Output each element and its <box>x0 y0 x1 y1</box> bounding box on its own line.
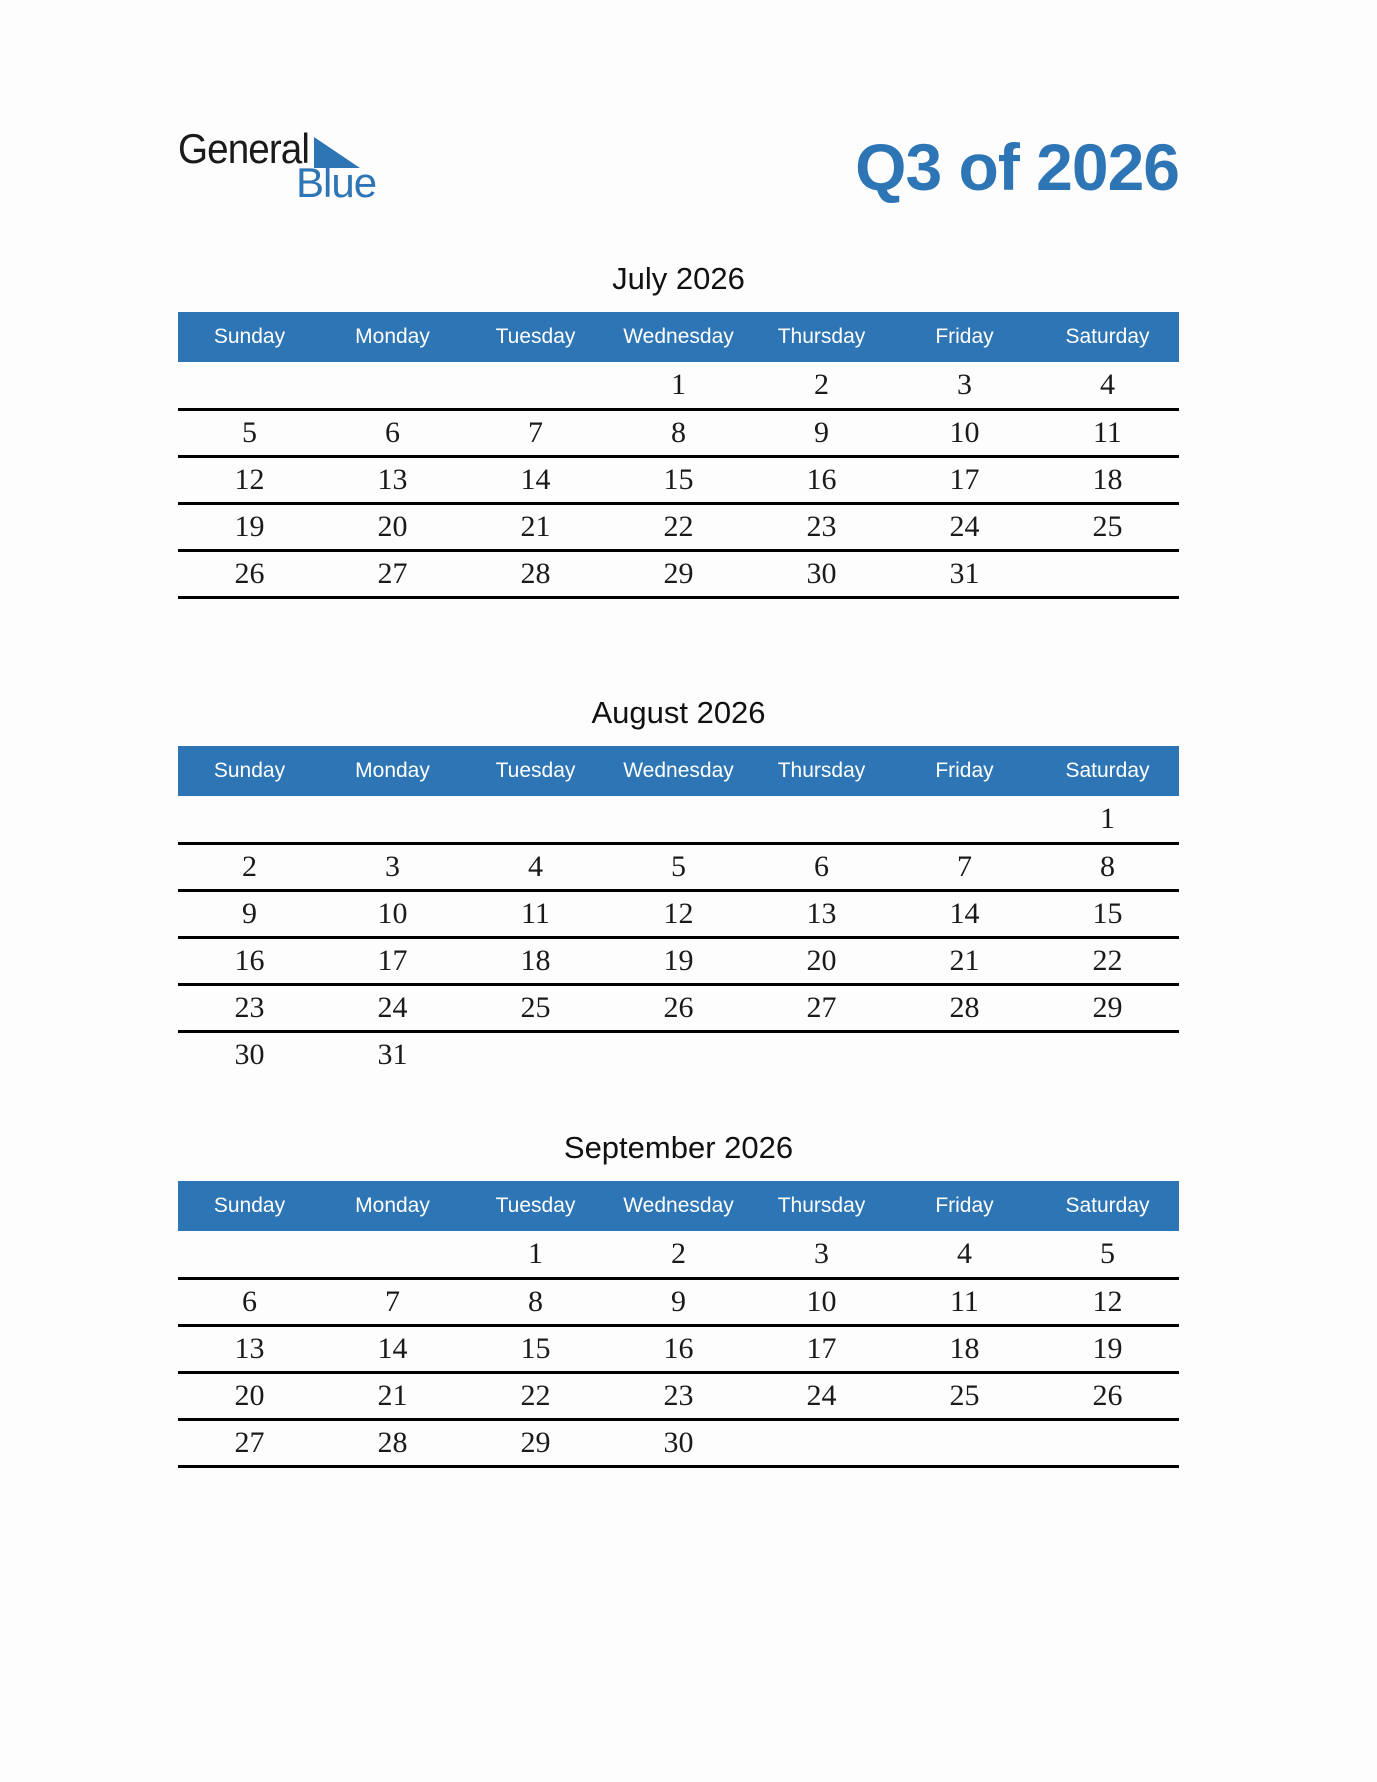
day-cell-august-24: 24 <box>321 984 464 1031</box>
day-cell-july-6: 6 <box>321 409 464 456</box>
weekday-header-row <box>178 1181 1179 1231</box>
day-cell-august-8: 8 <box>1036 843 1179 890</box>
quarter-title: Q3 of 2026 <box>855 130 1179 204</box>
day-cell-august-22: 22 <box>1036 937 1179 984</box>
day-cell-september-28: 28 <box>321 1419 464 1466</box>
day-cell-july-16: 16 <box>750 456 893 503</box>
day-cell-september-10: 10 <box>750 1278 893 1325</box>
day-cell-empty <box>321 796 464 843</box>
day-cell-august-10: 10 <box>321 890 464 937</box>
day-cell-september-25: 25 <box>893 1372 1036 1419</box>
day-cell-july-10: 10 <box>893 409 1036 456</box>
day-cell-august-19: 19 <box>607 937 750 984</box>
day-cell-july-9: 9 <box>750 409 893 456</box>
weekday-header-sunday: Sunday <box>178 312 321 362</box>
week-row <box>178 362 1179 409</box>
day-cell-august-1: 1 <box>1036 796 1179 843</box>
day-cell-september-18: 18 <box>893 1325 1036 1372</box>
july-calendar-table <box>178 312 1179 599</box>
weekday-header-saturday: Saturday <box>1036 1181 1179 1231</box>
day-cell-september-4: 4 <box>893 1231 1036 1278</box>
day-cell-august-3: 3 <box>321 843 464 890</box>
day-cell-empty <box>893 796 1036 843</box>
day-cell-september-16: 16 <box>607 1325 750 1372</box>
page-header <box>178 125 1179 206</box>
day-cell-july-17: 17 <box>893 456 1036 503</box>
weekday-header-thursday: Thursday <box>750 1181 893 1231</box>
day-cell-july-5: 5 <box>178 409 321 456</box>
day-cell-september-5: 5 <box>1036 1231 1179 1278</box>
day-cell-empty <box>750 796 893 843</box>
weekday-header-monday: Monday <box>321 746 464 796</box>
weekday-header-friday: Friday <box>893 312 1036 362</box>
week-row <box>178 1372 1179 1419</box>
week-row <box>178 409 1179 456</box>
day-cell-empty <box>464 1031 607 1078</box>
day-cell-august-14: 14 <box>893 890 1036 937</box>
weekday-header-saturday: Saturday <box>1036 312 1179 362</box>
day-cell-august-25: 25 <box>464 984 607 1031</box>
day-cell-august-27: 27 <box>750 984 893 1031</box>
day-cell-july-8: 8 <box>607 409 750 456</box>
day-cell-august-16: 16 <box>178 937 321 984</box>
month-title-august: August 2026 <box>591 695 766 730</box>
day-cell-july-21: 21 <box>464 503 607 550</box>
august-calendar-table <box>178 746 1179 1078</box>
general-blue-logo <box>178 125 377 206</box>
day-cell-september-7: 7 <box>321 1278 464 1325</box>
day-cell-empty <box>464 362 607 409</box>
weekday-header-sunday: Sunday <box>178 1181 321 1231</box>
day-cell-july-30: 30 <box>750 550 893 597</box>
day-cell-september-6: 6 <box>178 1278 321 1325</box>
day-cell-empty <box>750 1031 893 1078</box>
day-cell-september-15: 15 <box>464 1325 607 1372</box>
weekday-header-row <box>178 746 1179 796</box>
day-cell-september-17: 17 <box>750 1325 893 1372</box>
day-cell-september-1: 1 <box>464 1231 607 1278</box>
day-cell-september-27: 27 <box>178 1419 321 1466</box>
week-row <box>178 796 1179 843</box>
day-cell-august-30: 30 <box>234 1038 265 1072</box>
day-cell-august-29: 29 <box>1036 984 1179 1031</box>
day-cell-september-30: 30 <box>607 1419 750 1466</box>
day-cell-september-11: 11 <box>893 1278 1036 1325</box>
day-cell-september-23: 23 <box>607 1372 750 1419</box>
day-cell-august-21: 21 <box>893 937 1036 984</box>
day-cell-empty <box>1036 1419 1179 1466</box>
logo-text-blue: Blue <box>296 159 377 206</box>
day-cell-empty <box>464 796 607 843</box>
weekday-header-row <box>178 312 1179 362</box>
day-cell-july-11: 11 <box>1036 409 1179 456</box>
week-row <box>178 1278 1179 1325</box>
day-cell-july-22: 22 <box>607 503 750 550</box>
day-cell-august-13: 13 <box>750 890 893 937</box>
day-cell-august-28: 28 <box>893 984 1036 1031</box>
day-cell-july-3: 3 <box>893 362 1036 409</box>
weekday-header-thursday: Thursday <box>750 746 893 796</box>
day-cell-september-21: 21 <box>321 1372 464 1419</box>
weekday-header-wednesday: Wednesday <box>607 312 750 362</box>
day-cell-empty <box>1036 550 1179 597</box>
month-section-september <box>178 1130 1179 1468</box>
day-cell-july-26: 26 <box>178 550 321 597</box>
day-cell-empty <box>750 1419 893 1466</box>
day-cell-july-24: 24 <box>893 503 1036 550</box>
weekday-header-tuesday: Tuesday <box>464 1181 607 1231</box>
day-cell-empty <box>178 796 321 843</box>
day-cell-august-9: 9 <box>178 890 321 937</box>
day-cell-july-23: 23 <box>750 503 893 550</box>
week-row <box>178 843 1179 890</box>
day-cell-empty <box>321 1231 464 1278</box>
day-cell-august-5: 5 <box>607 843 750 890</box>
weekday-header-monday: Monday <box>321 312 464 362</box>
weekday-header-friday: Friday <box>893 1181 1036 1231</box>
day-cell-july-14: 14 <box>464 456 607 503</box>
day-cell-august-31: 31 <box>377 1038 408 1072</box>
day-cell-august-15: 15 <box>1036 890 1179 937</box>
day-cell-september-29: 29 <box>464 1419 607 1466</box>
week-row <box>178 1031 1179 1078</box>
day-cell-august-7: 7 <box>893 843 1036 890</box>
month-title-september: September 2026 <box>563 1130 794 1165</box>
day-cell-september-2: 2 <box>607 1231 750 1278</box>
day-cell-july-19: 19 <box>178 503 321 550</box>
day-cell-august-18: 18 <box>464 937 607 984</box>
week-row <box>178 1419 1179 1466</box>
weekday-header-friday: Friday <box>893 746 1036 796</box>
day-cell-empty <box>178 362 321 409</box>
day-cell-september-9: 9 <box>607 1278 750 1325</box>
weekday-header-wednesday: Wednesday <box>607 746 750 796</box>
week-row <box>178 503 1179 550</box>
day-cell-august-4: 4 <box>464 843 607 890</box>
week-row <box>178 890 1179 937</box>
day-cell-august-2: 2 <box>178 843 321 890</box>
weekday-header-tuesday: Tuesday <box>464 312 607 362</box>
month-title-july: July 2026 <box>612 261 745 296</box>
day-cell-september-20: 20 <box>178 1372 321 1419</box>
week-row <box>178 456 1179 503</box>
day-cell-september-26: 26 <box>1036 1372 1179 1419</box>
day-cell-september-8: 8 <box>464 1278 607 1325</box>
day-cell-empty <box>607 1031 750 1078</box>
day-cell-july-25: 25 <box>1036 503 1179 550</box>
day-cell-empty <box>607 796 750 843</box>
day-cell-july-18: 18 <box>1036 456 1179 503</box>
day-cell-august-11: 11 <box>464 890 607 937</box>
day-cell-september-13: 13 <box>178 1325 321 1372</box>
day-cell-empty <box>1036 1031 1179 1078</box>
day-cell-july-7: 7 <box>464 409 607 456</box>
weekday-header-thursday: Thursday <box>750 312 893 362</box>
week-row <box>178 1231 1179 1278</box>
weekday-header-wednesday: Wednesday <box>607 1181 750 1231</box>
day-cell-july-27: 27 <box>321 550 464 597</box>
day-cell-july-13: 13 <box>321 456 464 503</box>
day-cell-august-20: 20 <box>750 937 893 984</box>
weekday-header-tuesday: Tuesday <box>464 746 607 796</box>
day-cell-september-14: 14 <box>321 1325 464 1372</box>
day-cell-september-19: 19 <box>1036 1325 1179 1372</box>
day-cell-august-26: 26 <box>607 984 750 1031</box>
day-cell-september-12: 12 <box>1036 1278 1179 1325</box>
day-cell-july-20: 20 <box>321 503 464 550</box>
day-cell-september-22: 22 <box>464 1372 607 1419</box>
day-cell-july-1: 1 <box>607 362 750 409</box>
month-section-august <box>178 695 1179 1078</box>
september-calendar-table <box>178 1181 1179 1468</box>
day-cell-empty <box>178 1231 321 1278</box>
week-row <box>178 1325 1179 1372</box>
day-cell-august-23: 23 <box>178 984 321 1031</box>
week-row <box>178 937 1179 984</box>
week-row <box>178 550 1179 597</box>
weekday-header-saturday: Saturday <box>1036 746 1179 796</box>
day-cell-august-6: 6 <box>750 843 893 890</box>
day-cell-july-2: 2 <box>750 362 893 409</box>
weekday-header-monday: Monday <box>321 1181 464 1231</box>
day-cell-july-29: 29 <box>607 550 750 597</box>
day-cell-july-4: 4 <box>1036 362 1179 409</box>
day-cell-september-3: 3 <box>750 1231 893 1278</box>
day-cell-july-12: 12 <box>178 456 321 503</box>
weekday-header-sunday: Sunday <box>178 746 321 796</box>
day-cell-august-17: 17 <box>321 937 464 984</box>
day-cell-empty <box>893 1031 1036 1078</box>
day-cell-august-12: 12 <box>607 890 750 937</box>
logo-text-general: General <box>178 125 310 172</box>
week-row <box>178 984 1179 1031</box>
month-section-july <box>178 261 1179 599</box>
day-cell-september-24: 24 <box>750 1372 893 1419</box>
day-cell-empty <box>893 1419 1036 1466</box>
day-cell-empty <box>321 362 464 409</box>
day-cell-july-15: 15 <box>607 456 750 503</box>
day-cell-july-28: 28 <box>464 550 607 597</box>
day-cell-july-31: 31 <box>893 550 1036 597</box>
